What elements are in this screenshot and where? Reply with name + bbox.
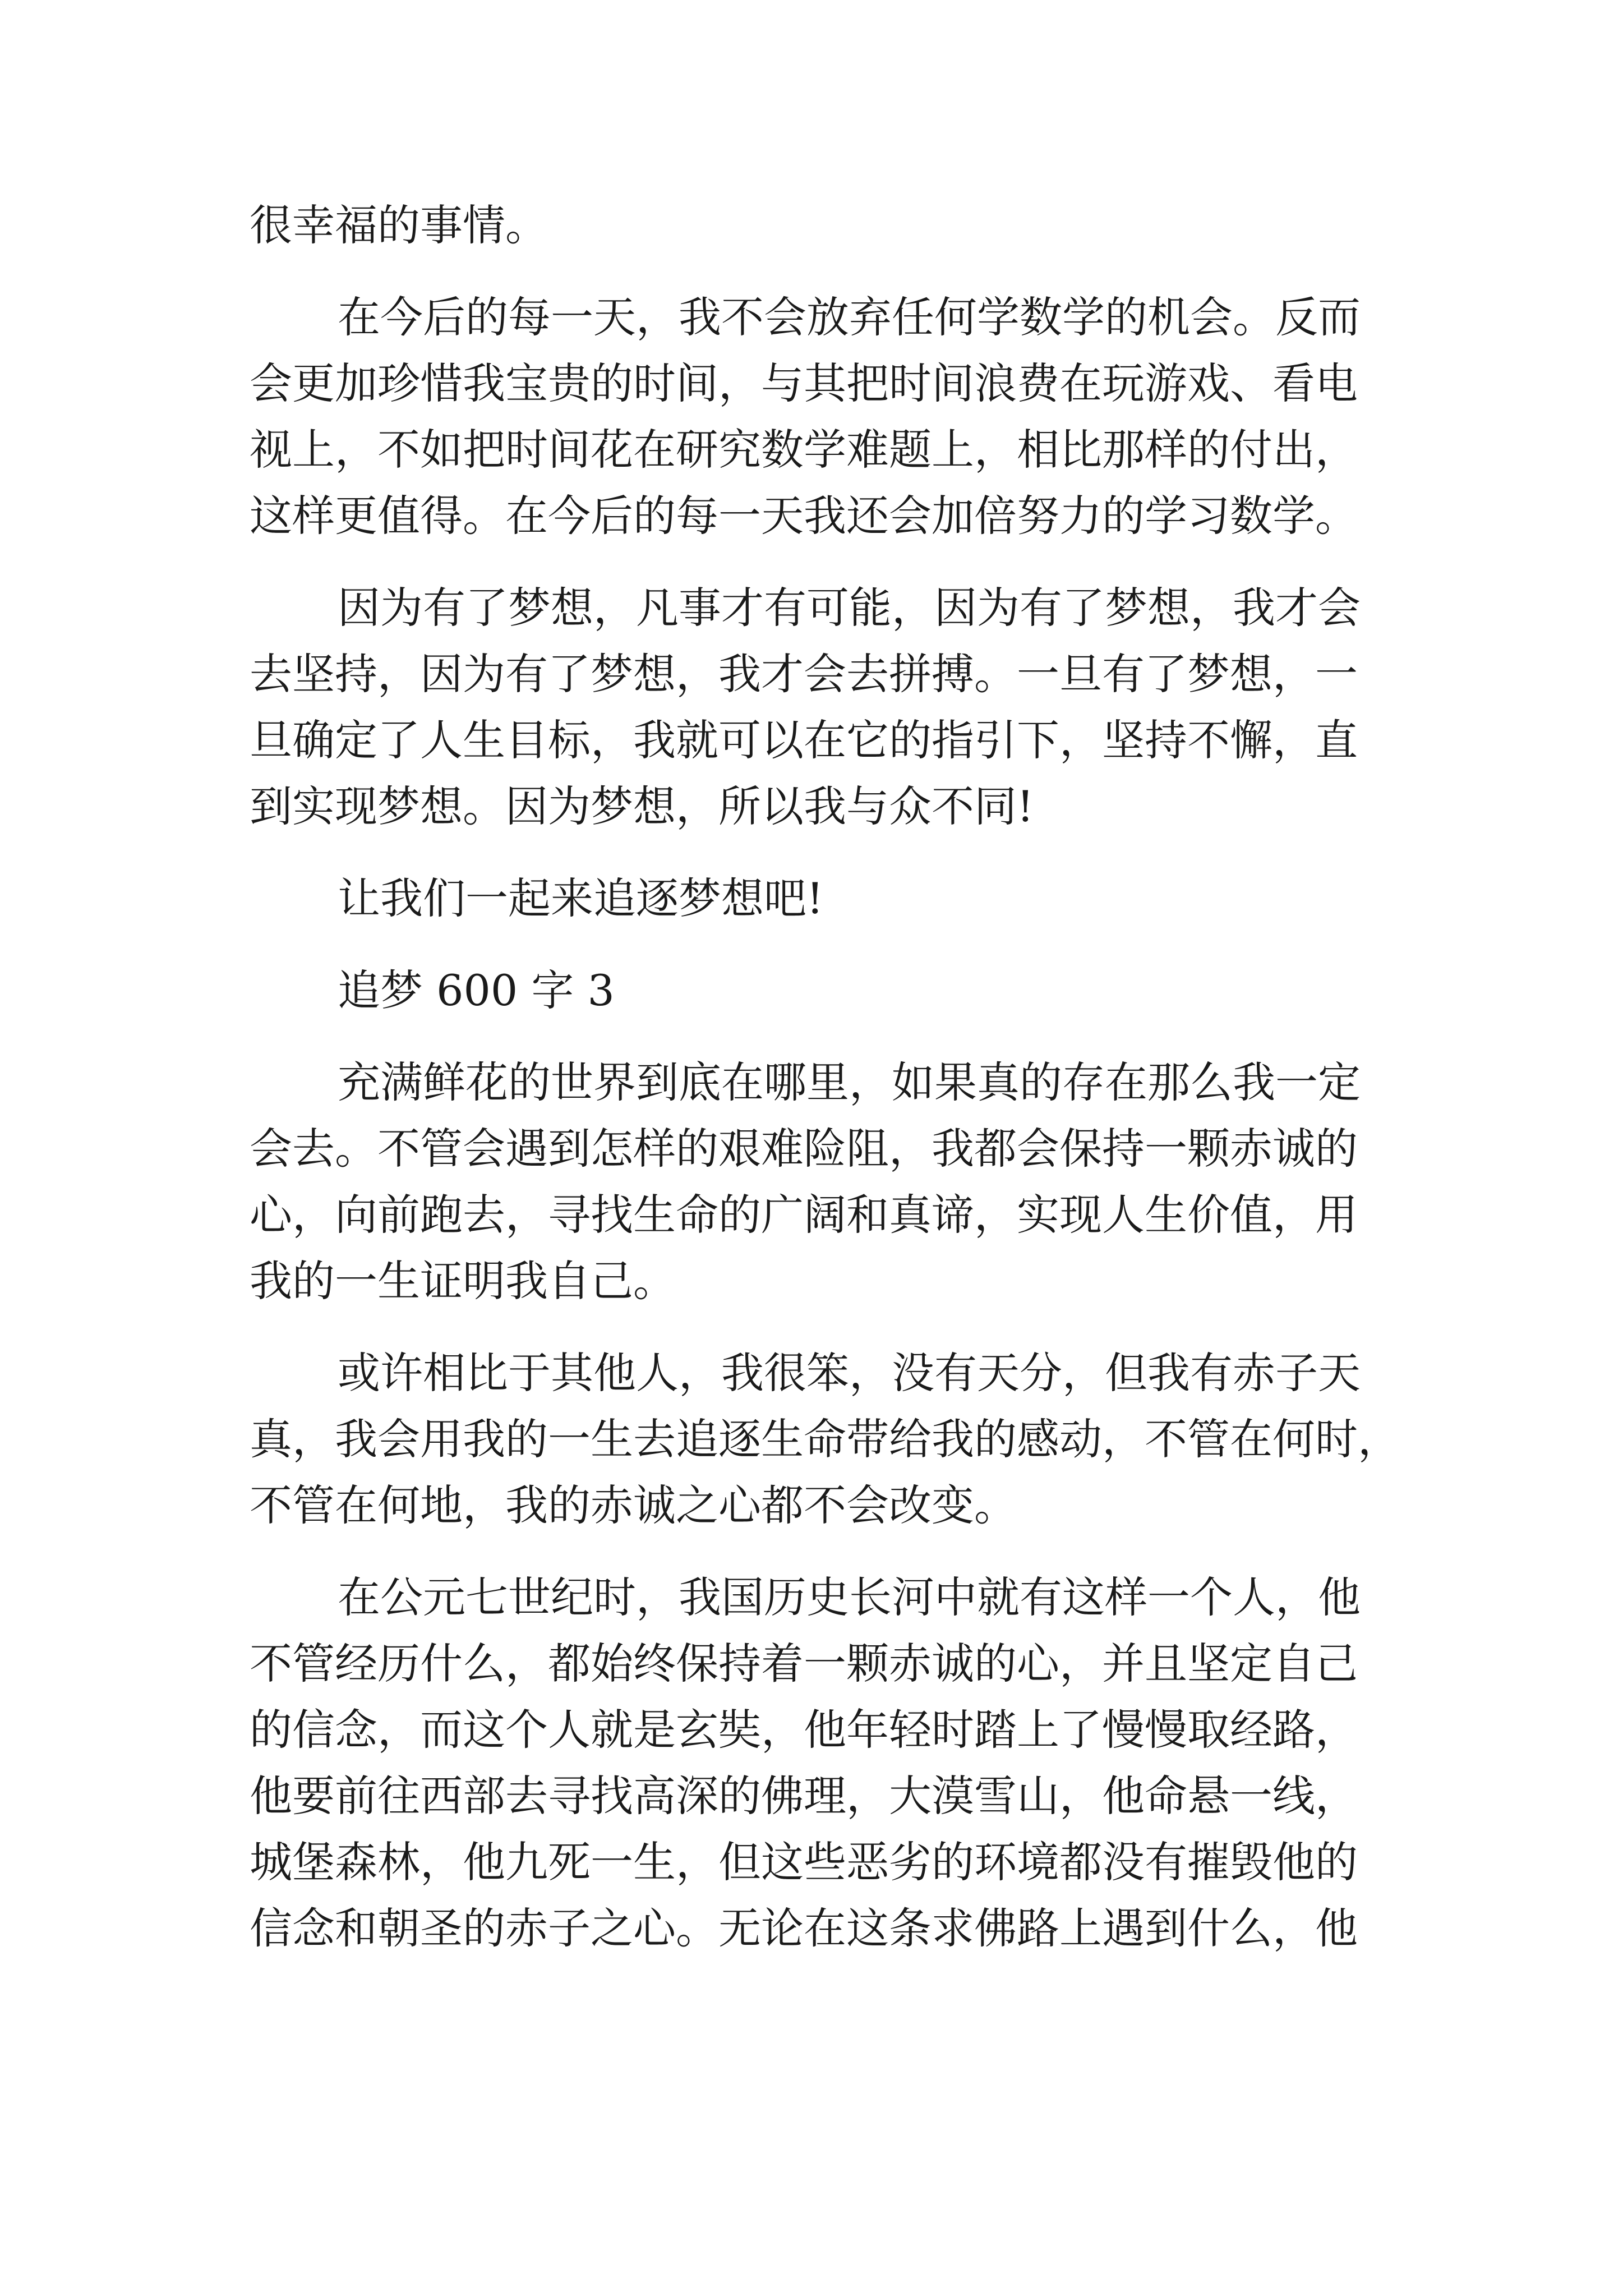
text-line: 很幸福的事情。 [250, 200, 548, 250]
text-line: 旦确定了人生目标，我就可以在它的指引下，坚持不懈，直 [250, 715, 1358, 765]
text-line: 不管经历什么，都始终保持着一颗赤诚的心，并且坚定自己 [250, 1639, 1358, 1688]
text-line: 充满鲜花的世界到底在哪里，如果真的存在那么我一定 [338, 1057, 1361, 1107]
text-line: 去坚持，因为有了梦想，我才会去拼搏。一旦有了梦想，一 [250, 649, 1358, 699]
text-line: 在今后的每一天，我不会放弃任何学数学的机会。反而 [338, 292, 1361, 342]
text-line: 城堡森林，他九死一生，但这些恶劣的环境都没有摧毁他的 [250, 1837, 1358, 1887]
text-line: 在公元七世纪时，我国历史长河中就有这样一个人，他 [338, 1572, 1361, 1622]
text-line: 真，我会用我的一生去追逐生命带给我的感动，不管在何时， [250, 1414, 1400, 1464]
text-line: 视上，不如把时间花在研究数学难题上，相比那样的付出， [250, 425, 1358, 475]
text-line: 这样更值得。在今后的每一天我还会加倍努力的学习数学。 [250, 491, 1358, 541]
text-line: 我的一生证明我自己。 [250, 1256, 676, 1306]
text-line: 信念和朝圣的赤子之心。无论在这条求佛路上遇到什么，他 [250, 1903, 1358, 1953]
text-line: 不管在何地，我的赤诚之心都不会改变。 [250, 1480, 1017, 1530]
text-line: 他要前往西部去寻找高深的佛理，大漠雪山，他命悬一线， [250, 1771, 1358, 1821]
text-line: 会去。不管会遇到怎样的艰难险阻，我都会保持一颗赤诚的 [250, 1124, 1358, 1174]
text-line: 或许相比于其他人，我很笨，没有天分，但我有赤子天 [338, 1348, 1361, 1398]
text-line: 让我们一起来追逐梦想吧! [338, 873, 824, 923]
section-heading: 追梦 600 字 3 [338, 965, 615, 1015]
text-line: 到实现梦想。因为梦想，所以我与众不同! [250, 781, 1034, 831]
text-line: 因为有了梦想，凡事才有可能，因为有了梦想，我才会 [338, 583, 1361, 633]
text-line: 心，向前跑去，寻找生命的广阔和真谛，实现人生价值，用 [250, 1190, 1358, 1240]
text-line: 会更加珍惜我宝贵的时间，与其把时间浪费在玩游戏、看电 [250, 358, 1358, 408]
text-line: 的信念，而这个人就是玄奘，他年轻时踏上了慢慢取经路， [250, 1705, 1358, 1755]
